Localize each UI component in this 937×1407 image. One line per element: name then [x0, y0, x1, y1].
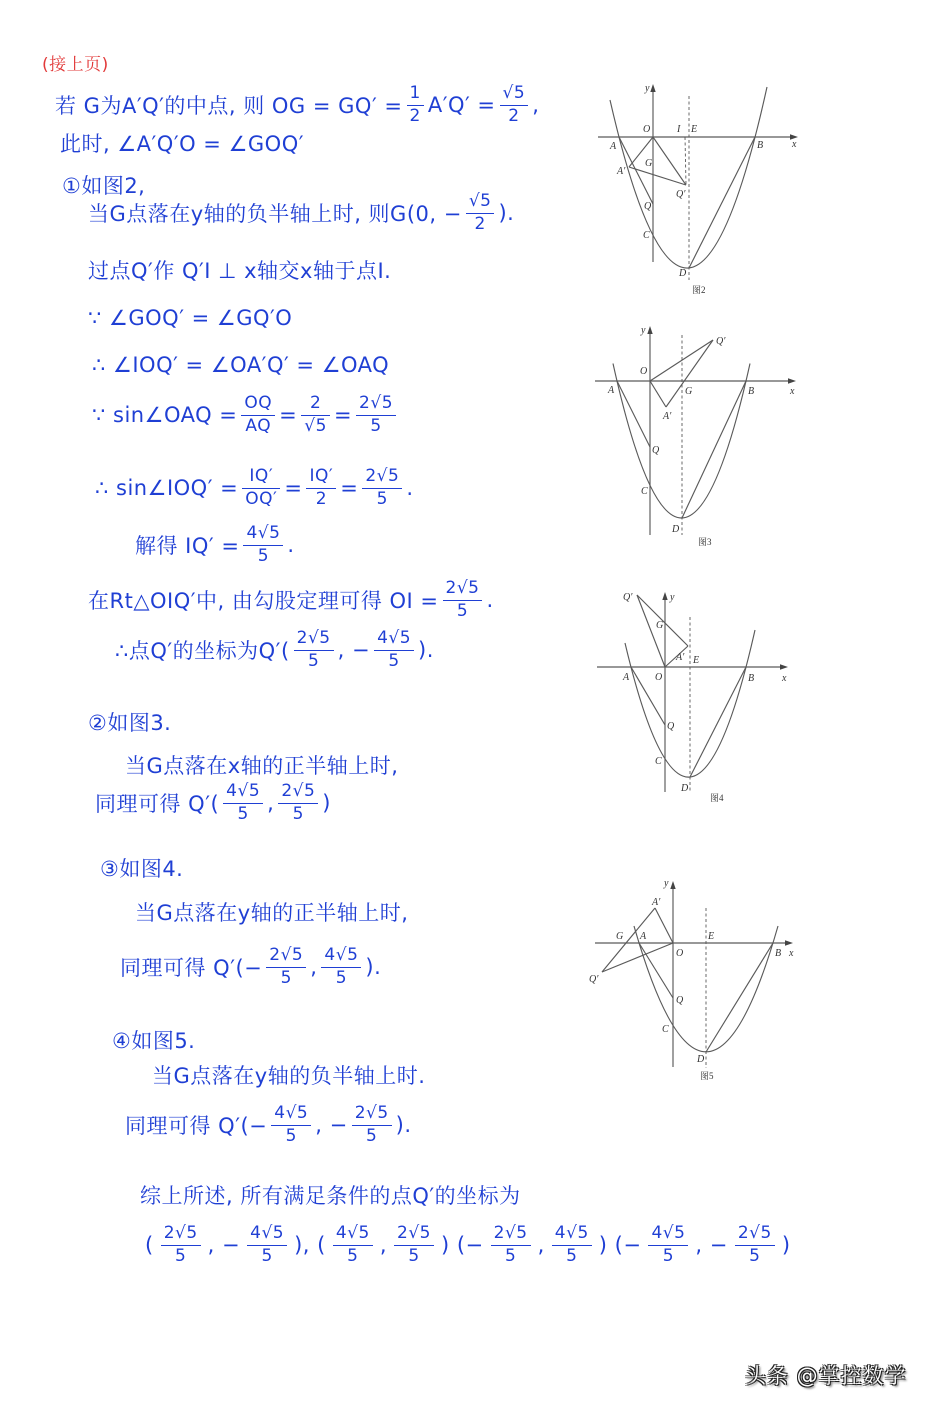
denominator: 5 [491, 1245, 531, 1267]
label-a: A [623, 672, 630, 683]
label-b: B [757, 140, 764, 151]
text-segment: 解得 IQ′ = [135, 534, 240, 558]
text-segment: , − [337, 638, 371, 662]
segment-oq-prime [602, 943, 673, 972]
text-segment: ①如图2, [62, 174, 146, 198]
denominator: 5 [374, 650, 414, 672]
perpendicular-q-prime-i [685, 137, 686, 185]
denominator: 2 [466, 213, 495, 235]
numerator: 2√5 [493, 1222, 528, 1243]
denominator: 5 [333, 1245, 373, 1267]
denominator: 5 [223, 803, 263, 825]
segment-db [690, 667, 746, 777]
fraction [552, 1224, 592, 1266]
fraction [161, 1224, 201, 1266]
label-y: y [670, 592, 675, 603]
label-o: O [655, 672, 663, 683]
y-axis-arrow-icon [647, 326, 652, 334]
text-segment: (接上页) [42, 54, 109, 75]
text-segment: 综上所述, 所有满足条件的点Q′的坐标为 [140, 1184, 521, 1208]
label-x: x [790, 386, 795, 397]
label-o: O [640, 366, 648, 377]
figure-caption: 图4 [710, 793, 724, 803]
text-segment: . [287, 533, 295, 557]
text-segment: ∴ sin∠IOQ′ = [95, 476, 239, 500]
denominator: 5 [294, 650, 334, 672]
label-a: A [610, 141, 617, 152]
label-x: x [792, 139, 797, 150]
text-segment: ), ( [294, 1233, 326, 1257]
numerator: 4√5 [226, 780, 261, 801]
label-c: C [655, 756, 662, 767]
denominator: 5 [161, 1245, 201, 1267]
numerator: 2√5 [163, 1222, 198, 1243]
denominator: 5 [735, 1245, 775, 1267]
segment-oq-prime [653, 137, 686, 185]
fraction [271, 1104, 311, 1146]
text-segment: 当G点落在y轴的负半轴上时. [152, 1064, 426, 1088]
case-1-condition [88, 188, 514, 238]
numerator: 2√5 [296, 627, 331, 648]
numerator: 2√5 [359, 392, 394, 413]
denominator: 2 [306, 488, 336, 510]
text-segment: ∴ ∠IOQ′ = ∠OA′Q′ = ∠OAQ [92, 353, 390, 377]
fraction [407, 84, 424, 126]
label-q: Q [676, 995, 684, 1006]
text-segment: 此时, ∠A′Q′O = ∠GOQ′ [60, 132, 305, 156]
segment-a-prime-q-prime [629, 167, 686, 185]
fraction [443, 579, 483, 621]
construction-line [88, 245, 391, 295]
denominator: √5 [301, 415, 330, 437]
segment-db [689, 137, 755, 268]
text-segment: = [333, 403, 353, 427]
text-segment: ( [145, 1233, 154, 1257]
figure-5-diagram [585, 870, 805, 1085]
fraction [306, 467, 336, 509]
numerator: 4√5 [250, 1222, 285, 1243]
label-a: A [640, 931, 647, 942]
fraction [466, 192, 495, 234]
label-q-prime: Q′ [623, 592, 633, 603]
denominator: 5 [271, 1125, 311, 1147]
label-g: G [685, 386, 693, 397]
denominator: AQ [241, 415, 275, 437]
numerator: 4√5 [651, 1222, 686, 1243]
fraction [500, 84, 529, 126]
denominator: 5 [243, 545, 283, 567]
sine-oaq-line [92, 390, 400, 440]
label-a-prime: A′ [617, 166, 626, 177]
segment-oa-prime [655, 908, 673, 943]
text-segment: , [537, 1233, 545, 1257]
figure-4-diagram [590, 585, 810, 810]
denominator: 5 [394, 1245, 434, 1267]
fraction [735, 1224, 775, 1266]
text-segment: ④如图5. [112, 1029, 196, 1053]
numerator: 2√5 [445, 577, 480, 598]
fraction [241, 394, 275, 436]
label-x: x [789, 948, 794, 959]
label-q-prime: Q′ [589, 974, 599, 985]
figure-caption: 图3 [698, 537, 712, 547]
x-axis-arrow-icon [780, 664, 788, 669]
fraction [301, 394, 330, 436]
label-a-prime: A′ [652, 897, 661, 908]
fraction [266, 946, 306, 988]
text-segment: 同理可得 Q′(− [120, 956, 263, 980]
label-a: A [608, 385, 615, 396]
case-4-condition [152, 1050, 425, 1100]
label-q: Q [652, 445, 660, 456]
sine-ioq-line [95, 463, 414, 513]
numerator: 4√5 [377, 627, 412, 648]
label-y: y [641, 325, 646, 336]
numerator: IQ′ [249, 465, 274, 486]
label-q-prime: Q′ [716, 336, 726, 347]
denominator: 5 [648, 1245, 688, 1267]
label-q: Q [667, 721, 675, 732]
label-d: D [679, 268, 687, 279]
label-o: O [643, 124, 651, 135]
text-segment: ∴点Q′的坐标为Q′( [115, 639, 290, 663]
numerator: 2√5 [281, 780, 316, 801]
label-b: B [748, 386, 755, 397]
denominator: 5 [321, 967, 361, 989]
text-segment: ) [781, 1233, 791, 1257]
label-c: C [662, 1024, 669, 1035]
segment-aq [617, 381, 650, 447]
label-y: y [645, 83, 650, 94]
text-segment: , [379, 1233, 387, 1257]
label-e: E [693, 655, 700, 666]
text-segment: 过点Q′作 Q′I ⊥ x轴交x轴于点I. [88, 259, 392, 283]
label-x: x [782, 673, 787, 684]
text-segment: . [486, 588, 494, 612]
case-1-result [115, 625, 434, 675]
solve-iq-line [135, 520, 295, 570]
y-axis-arrow-icon [662, 592, 667, 600]
label-c: C [643, 230, 650, 241]
text-segment: , − [695, 1233, 728, 1257]
parabola [634, 926, 778, 1052]
label-g: G [616, 931, 624, 942]
numerator: 2√5 [365, 465, 400, 486]
numerator: 4√5 [335, 1222, 370, 1243]
numerator: 4√5 [554, 1222, 589, 1243]
text-segment: ). [418, 638, 434, 662]
text-segment: 在Rt△OIQ′中, 由勾股定理可得 OI = [88, 589, 439, 613]
label-e: E [708, 931, 715, 942]
therefore-line [92, 340, 389, 390]
fraction [374, 629, 414, 671]
label-g: G [645, 158, 653, 169]
text-segment: ). [395, 1113, 412, 1137]
text-segment: , [310, 955, 318, 979]
denominator: 2 [407, 105, 424, 127]
denominator: 5 [278, 803, 318, 825]
label-q: Q [644, 201, 652, 212]
label-b: B [775, 948, 782, 959]
x-axis-arrow-icon [785, 940, 793, 945]
numerator: 2√5 [354, 1102, 389, 1123]
case-4-result [125, 1100, 412, 1150]
text-segment: , − [207, 1233, 241, 1257]
conclusion-heading [140, 1170, 521, 1220]
label-g: G [656, 620, 664, 631]
figure-caption: 图2 [692, 285, 706, 295]
label-d: D [672, 524, 680, 535]
numerator: 4√5 [324, 944, 359, 965]
numerator: 4√5 [246, 522, 281, 543]
label-o: O [676, 948, 684, 959]
fraction [362, 467, 402, 509]
fraction [394, 1224, 434, 1266]
text-segment: ②如图3. [88, 711, 172, 735]
text-segment: ③如图4. [100, 857, 184, 881]
numerator: √5 [502, 82, 526, 103]
parabola [613, 364, 750, 519]
text-segment: , [532, 93, 540, 117]
label-a-prime: A′ [676, 652, 685, 663]
numerator: IQ′ [309, 465, 334, 486]
text-segment: ) (− [598, 1233, 642, 1257]
text-segment: = [279, 403, 298, 427]
case-3-condition [135, 887, 408, 937]
numerator: 4√5 [274, 1102, 309, 1123]
numerator: 2√5 [737, 1222, 772, 1243]
text-segment: 当G点落在y轴的正半轴上时, [135, 901, 409, 925]
label-i: I [677, 124, 681, 135]
fraction [294, 629, 334, 671]
case-2-result [95, 778, 331, 828]
text-segment: = [284, 476, 303, 500]
text-segment: 同理可得 Q′( [95, 792, 220, 816]
segment-q-prime-o [637, 595, 665, 667]
label-b: B [748, 673, 755, 684]
text-segment: , [267, 791, 275, 815]
segment-oa-prime [650, 381, 666, 407]
text-segment: , − [315, 1113, 348, 1137]
denominator: 2 [500, 105, 529, 127]
text-segment: ) (− [440, 1233, 484, 1257]
text-segment: A′Q′ = [427, 93, 496, 117]
watermark: 头条 @掌控数学 [745, 1364, 907, 1388]
fraction [352, 1104, 392, 1146]
fraction [333, 1224, 373, 1266]
denominator: 5 [362, 488, 402, 510]
text-segment: 若 G为A′Q′的中点, 则 OG = GQ′ = [55, 94, 403, 118]
fraction [491, 1224, 531, 1266]
y-axis-arrow-icon [670, 881, 675, 889]
numerator: √5 [468, 190, 492, 211]
numerator: 1 [409, 82, 421, 103]
label-d: D [681, 783, 689, 794]
figure-3-diagram [590, 320, 810, 550]
text-segment: ). [365, 955, 382, 979]
segment-db [682, 381, 746, 518]
denominator: OQ′ [242, 488, 280, 510]
text-segment: = [340, 476, 359, 500]
figure-2-diagram [590, 75, 810, 300]
denominator: 5 [443, 600, 483, 622]
label-q-prime: Q′ [676, 189, 686, 200]
case-3-heading [100, 843, 183, 893]
numerator: 2√5 [269, 944, 304, 965]
numerator: 2 [309, 392, 322, 413]
label-d: D [697, 1054, 705, 1065]
text-segment: . [406, 476, 414, 500]
fraction [243, 524, 283, 566]
label-c: C [641, 486, 648, 497]
figure-caption: 图5 [700, 1071, 714, 1081]
because-line [88, 293, 292, 343]
label-a-prime: A′ [663, 411, 672, 422]
text-segment: ∵ sin∠OAQ = [92, 403, 238, 427]
text-segment: ∵ ∠GOQ′ = ∠GQ′O [88, 306, 293, 330]
text-segment: 当G点落在y轴的负半轴上时, 则G(0, − [88, 202, 462, 226]
fraction [247, 1224, 287, 1266]
label-y: y [664, 878, 669, 889]
denominator: 5 [356, 415, 396, 437]
fraction [648, 1224, 688, 1266]
case-3-result [120, 942, 381, 992]
numerator: OQ [244, 392, 273, 413]
x-axis-arrow-icon [788, 378, 796, 383]
segment-a-prime-q-prime [602, 908, 655, 972]
segment-oq-prime [650, 340, 713, 381]
denominator: 5 [352, 1125, 392, 1147]
fraction [242, 467, 280, 509]
fraction [223, 782, 263, 824]
segment-db [706, 943, 773, 1052]
parabola [610, 87, 767, 268]
text-segment: 同理可得 Q′(− [125, 1114, 268, 1138]
text-segment: 当G点落在x轴的正半轴上时, [125, 754, 399, 778]
fraction [321, 946, 361, 988]
denominator: 5 [266, 967, 306, 989]
fraction [356, 394, 396, 436]
denominator: 5 [552, 1245, 592, 1267]
label-e: E [691, 124, 698, 135]
denominator: 5 [247, 1245, 287, 1267]
numerator: 2√5 [397, 1222, 431, 1243]
pythagorean-line [88, 575, 494, 625]
text-segment: ). [498, 201, 515, 225]
text-segment: ) [322, 791, 331, 815]
conclusion-coordinates [145, 1220, 791, 1270]
fraction [278, 782, 318, 824]
y-axis-arrow-icon [650, 84, 655, 92]
